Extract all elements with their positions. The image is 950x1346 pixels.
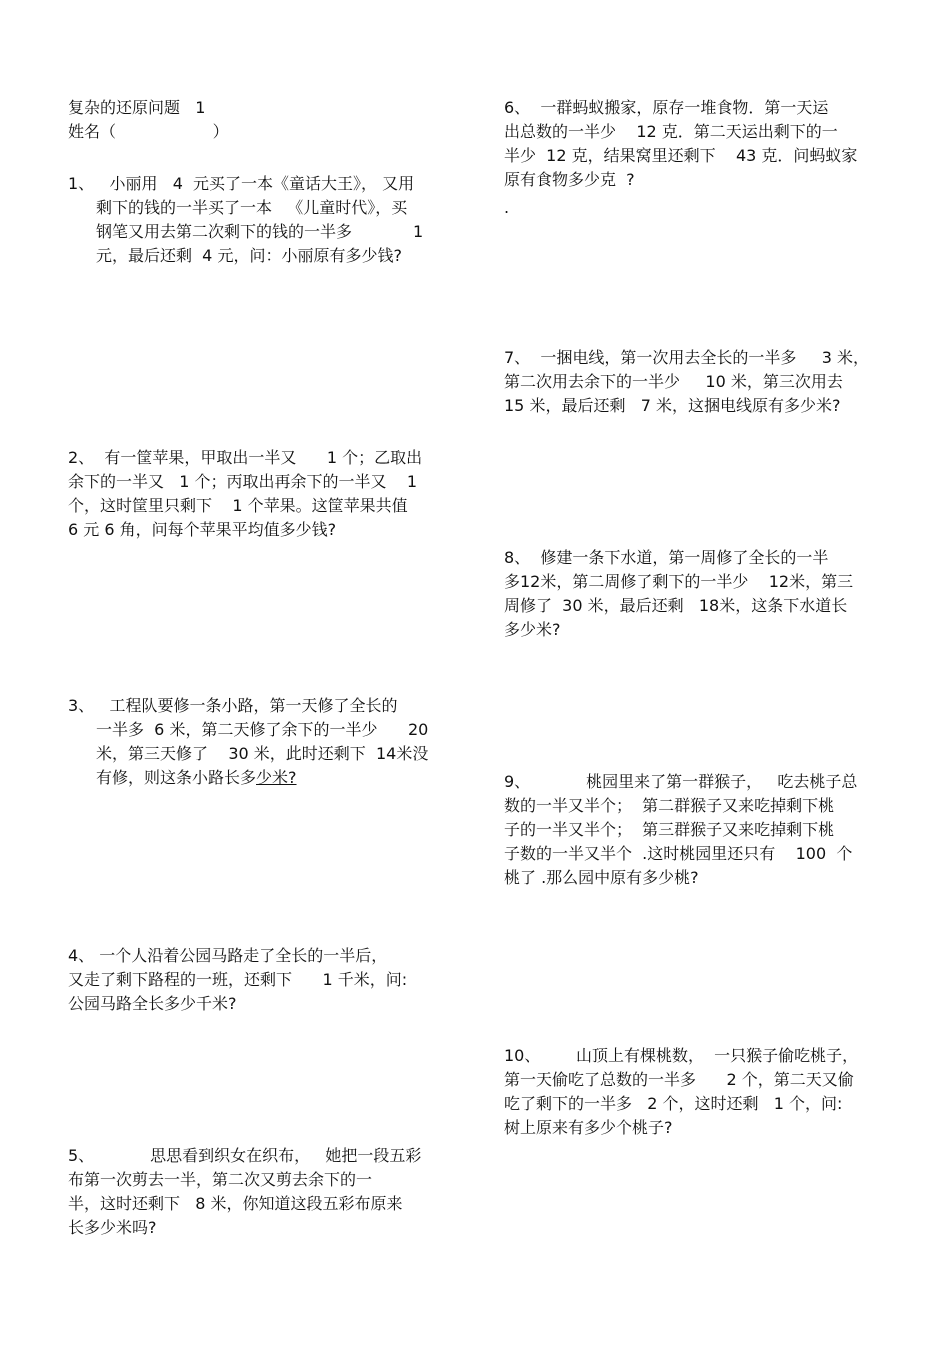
problem-line: 6、 一群蚂蚁搬家，原存一堆食物．第一天运 (504, 98, 829, 117)
problem-line: 桃了 .那么园中原有多少桃? (504, 868, 699, 887)
problem-line: 7、 一捆电线，第一次用去全长的一半多 3 米， (504, 348, 870, 367)
problem-line: 多少米? (504, 620, 561, 639)
problem-line: 1、 小丽用 4 元买了一本《童话大王》， 又用 (68, 174, 415, 193)
problem-line: 4、 一个人沿着公园马路走了全长的一半后， (68, 946, 388, 965)
name-field-label: 姓名（ ） (68, 122, 229, 141)
problem-line: 3、 工程队要修一条小路，第一天修了全长的 (68, 696, 398, 715)
problem-line: 6 元 6 角，问每个苹果平均值多少钱? (68, 520, 337, 539)
problem-line: 原有食物多少克 ? (504, 170, 635, 189)
problem-line: 2、 有一筐苹果，甲取出一半又 1 个；乙取出 (68, 448, 423, 467)
problem-line: 子数的一半又半个 .这时桃园里还只有 100 个 (504, 844, 853, 863)
problem-line: 9、 桃园里来了第一群猴子， 吃去桃子总 (504, 772, 858, 791)
problem-line: 第一天偷吃了总数的一半多 2 个，第二天又偷 (504, 1070, 854, 1089)
problem-line: 子的一半又半个； 第三群猴子又来吃掉剩下桃 (504, 820, 835, 839)
problem-line: . (504, 198, 510, 217)
problem-line: 钢笔又用去第二次剩下的钱的一半多 1 (96, 222, 424, 241)
problem-line: 出总数的一半少 12 克．第二天运出剩下的一 (504, 122, 838, 141)
problem-line-text: 有修，则这条小路长多 (96, 768, 257, 787)
problem-line: 数的一半又半个； 第二群猴子又来吃掉剩下桃 (504, 796, 835, 815)
problem-line: 多12米，第二周修了剩下的一半少 12米，第三 (504, 572, 854, 591)
problem-line: 米，第三天修了 30 米，此时还剩下 14米没 (96, 744, 429, 763)
problem-line: 树上原来有多少个桃子? (504, 1118, 673, 1137)
problem-line: 剩下的钱的一半买了一本 《儿童时代》，买 (96, 198, 408, 217)
problem-line: 10、 山顶上有棵桃数， 一只猴子偷吃桃子， (504, 1046, 859, 1065)
problem-line: 布第一次剪去一半，第二次又剪去余下的一 (68, 1170, 373, 1189)
problem-line: 5、 思思看到织女在织布， 她把一段五彩 (68, 1146, 422, 1165)
problem-line: 余下的一半又 1 个；丙取出再余下的一半又 1 (68, 472, 418, 491)
problem-line: 长多少米吗? (68, 1218, 157, 1237)
problem-line: 公园马路全长多少千米? (68, 994, 237, 1013)
problem-line: 第二次用去余下的一半少 10 米，第三次用去 (504, 372, 843, 391)
problem-line: 吃了剩下的一半多 2 个，这时还剩 1 个，问: (504, 1094, 843, 1113)
problem-line: 个，这时筐里只剩下 1 个苹果。这筐苹果共值 (68, 496, 408, 515)
problem-line (96, 766, 297, 790)
problem-line: 8、 修建一条下水道，第一周修了全长的一半 (504, 548, 829, 567)
problem-line: 又走了剩下路程的一班，还剩下 1 千米，问: (68, 970, 408, 989)
problem-line: 周修了 30 米，最后还剩 18米，这条下水道长 (504, 596, 848, 615)
worksheet-title: 复杂的还原问题 1 (68, 98, 206, 117)
problem-line: 元，最后还剩 4 元，问：小丽原有多少钱? (96, 246, 402, 265)
problem-line: 15 米，最后还剩 7 米，这捆电线原有多少米? (504, 396, 841, 415)
problem-line: 一半多 6 米，第二天修了余下的一半少 20 (96, 720, 429, 739)
problem-line: 半少 12 克，结果窝里还剩下 43 克．问蚂蚁家 (504, 146, 858, 165)
underlined-text: 少米? (256, 768, 297, 787)
problem-line: 半，这时还剩下 8 米，你知道这段五彩布原来 (68, 1194, 403, 1213)
